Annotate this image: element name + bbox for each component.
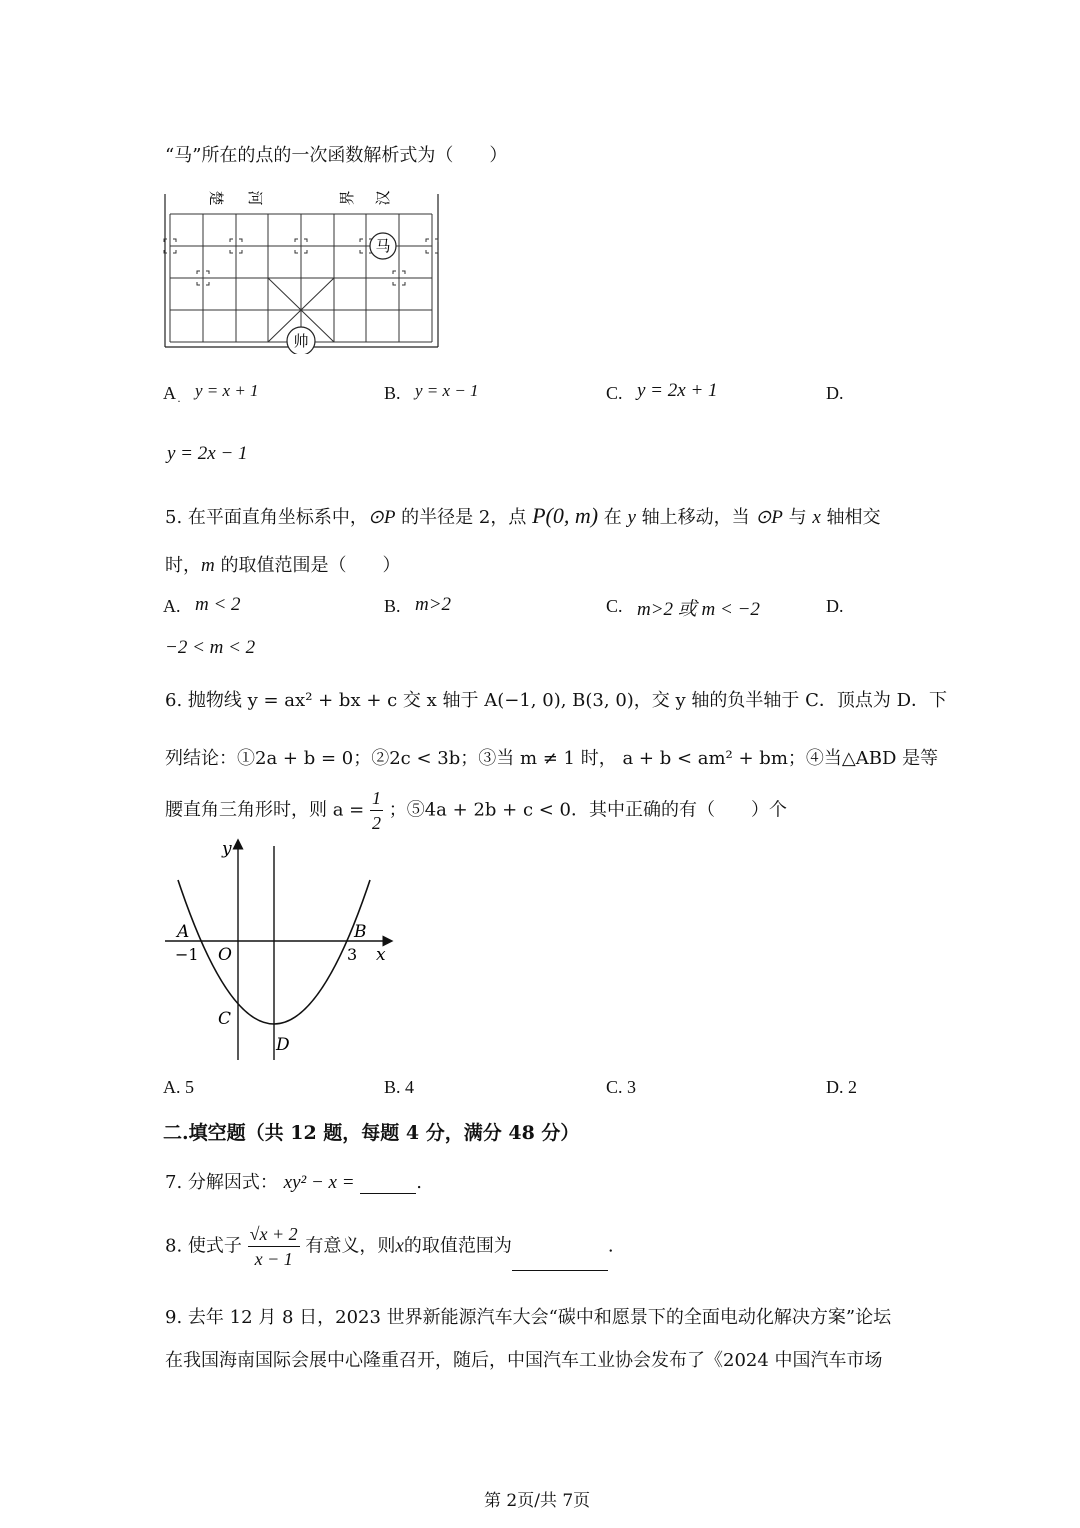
graph-label-B: B xyxy=(354,922,367,942)
q5-option-c-text: m>2 或 m < −2 xyxy=(637,599,760,620)
q6-option-d: D. 2 xyxy=(826,1077,857,1097)
q7-answer-blank[interactable] xyxy=(360,1172,416,1194)
river-char-jie: 界 xyxy=(338,190,356,206)
q8-fraction: $\frac{√x + 2}{x - 1}$ xyxy=(249,1224,298,1269)
q4-option-c-text: y = 2x + 1 xyxy=(637,380,718,401)
general-piece xyxy=(287,327,315,354)
q4-option-b-letter: B. xyxy=(384,383,401,403)
q8-line: 8. 使式子 $\frac{√x + 2}{x - 1}$ 有意义，则x的取值范围为 . xyxy=(165,1224,614,1269)
q5-option-d-text: −2 < m < 2 xyxy=(165,637,256,658)
graph-label-x: x xyxy=(376,945,386,965)
page-footer: 第 2页/共 7页 xyxy=(484,1491,591,1511)
q5-option-b-letter: B. xyxy=(384,596,401,616)
q5-option-a-text: m < 2 xyxy=(195,594,241,615)
q4-option-d-text: y = 2x − 1 xyxy=(167,443,248,464)
graph-label-3: 3 xyxy=(347,945,358,964)
q4-option-a-text: y = x + 1 xyxy=(195,381,259,400)
q5-option-a-letter: A. xyxy=(163,596,181,616)
q4-stem: “马”所在的点的一次函数解析式为（ ） xyxy=(165,145,508,166)
q6-fraction-half: $\frac{1}{2}$ xyxy=(372,788,381,833)
svg-text:马: 马 xyxy=(375,237,391,255)
q5-option-d-letter: D. xyxy=(826,596,844,616)
graph-label-C: C xyxy=(218,1009,232,1029)
board-grid xyxy=(170,214,432,342)
q9-line1: 9. 去年 12 月 8 日，2023 世界新能源汽车大会“碳中和愿景下的全面电动化解决方案”论坛 xyxy=(165,1307,892,1328)
q5-option-c-letter: C. xyxy=(606,596,623,616)
q6-line2: 列结论：①2a + b = 0；②2c < 3b；③当 m ≠ 1 时， a + b < am² + bm；④当△ABD 是等 xyxy=(165,748,939,769)
q4-option-c-letter: C. xyxy=(606,383,623,403)
graph-label-A: A xyxy=(177,922,190,942)
q6-option-b: B. 4 xyxy=(384,1077,415,1097)
q5-line1: 5. 在平面直角坐标系中，⊙P 的半径是 2，点 P(0, m) 在 y 轴上移动，当 ⊙P 与 x 轴相交 xyxy=(165,503,881,528)
q6-line1: 6. 抛物线 y = ax² + bx + c 交 x 轴于 A(−1, 0), B(3, 0)，交 y 轴的负半轴于 C．顶点为 D．下 xyxy=(165,690,948,711)
q8-answer-blank[interactable] xyxy=(512,1249,608,1271)
q4-option-a-letter: A xyxy=(163,383,176,403)
river-char-he: 河 xyxy=(246,190,264,206)
section-heading-fill-in: 二.填空题（共 12 题，每题 4 分，满分 48 分） xyxy=(163,1122,580,1144)
graph-label-O: O xyxy=(218,945,232,965)
horse-piece xyxy=(370,233,396,259)
graph-label-D: D xyxy=(276,1035,290,1055)
q6-option-c: C. 3 xyxy=(606,1077,637,1097)
parabola-graph xyxy=(160,838,400,1063)
q4-option-b-text: y = x − 1 xyxy=(415,381,479,400)
river-char-chu: 楚 xyxy=(207,190,225,206)
q6-line3: 腰直角三角形时，则 a = $\frac{1}{2}$ ；⑤4a + 2b + c < 0．其中正确的有（ ）个 xyxy=(165,788,788,833)
q5-line2: 时，m 的取值范围是（ ） xyxy=(165,555,401,576)
q4-option-d-letter: D. xyxy=(826,383,844,403)
river-char-han: 汉 xyxy=(374,190,392,206)
q6-option-a: A. 5 xyxy=(163,1077,194,1097)
svg-text:帅: 帅 xyxy=(293,332,309,350)
q7-line: 7. 分解因式： xy² − x = . xyxy=(165,1172,422,1193)
q5-option-b-text: m>2 xyxy=(415,594,452,615)
graph-label-neg1: −1 xyxy=(175,945,199,964)
chess-board-figure xyxy=(160,184,445,354)
graph-label-y: y xyxy=(222,839,232,859)
q9-line2: 在我国海南国际会展中心隆重召开，随后，中国汽车工业协会发布了《2024 中国汽车市场 xyxy=(165,1350,883,1371)
q4-option-a-dot: · xyxy=(177,394,181,408)
